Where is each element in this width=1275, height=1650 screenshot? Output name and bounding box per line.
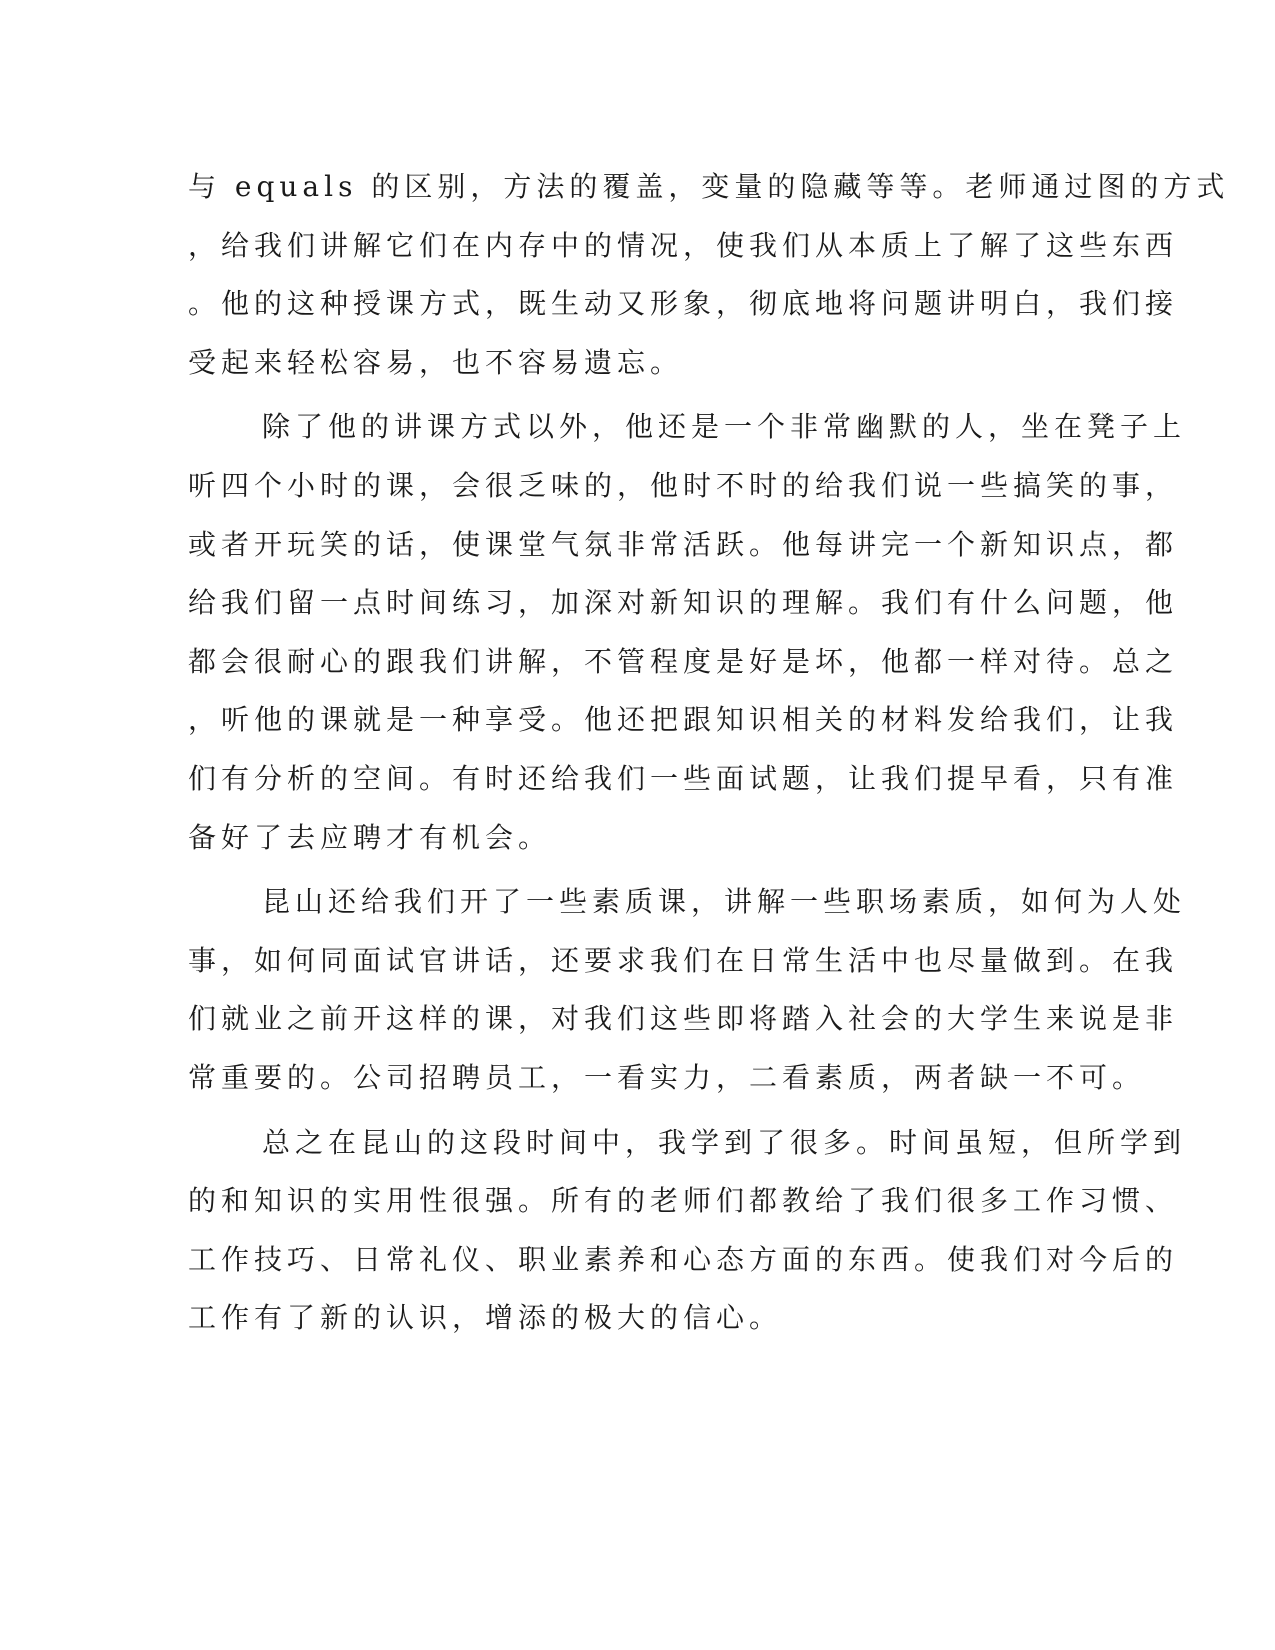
text-line: 受起来轻松容易，也不容易遗忘。 (188, 345, 684, 379)
text-line: 或者开玩笑的话，使课堂气氛非常活跃。他每讲完一个新知识点，都 (188, 527, 1179, 561)
paragraph-2 (188, 398, 1187, 867)
text-line: 总之在昆山的这段时间中，我学到了很多。时间虽短，但所学到 (262, 1125, 1187, 1159)
text-line: 。他的这种授课方式，既生动又形象，彻底地将问题讲明白，我们接 (188, 287, 1179, 321)
text-line: 给我们留一点时间练习，加深对新知识的理解。我们有什么问题，他 (188, 586, 1179, 620)
text-line: ，听他的课就是一种享受。他还把跟知识相关的材料发给我们，让我 (188, 703, 1179, 737)
text-line: 的和知识的实用性很强。所有的老师们都教给了我们很多工作习惯、 (188, 1184, 1179, 1218)
text-line: 常重要的。公司招聘员工，一看实力，二看素质，两者缺一不可。 (188, 1060, 1146, 1094)
text-line: 昆山还给我们开了一些素质课，讲解一些职场素质，如何为人处 (262, 885, 1187, 919)
paragraph-1 (188, 158, 1230, 392)
text-line: 都会很耐心的跟我们讲解，不管程度是好是坏，他都一样对待。总之 (188, 644, 1179, 678)
text-line: 备好了去应聘才有机会。 (188, 820, 552, 854)
text-line: 们就业之前开这样的课，对我们这些即将踏入社会的大学生来说是非 (188, 1002, 1179, 1036)
text-line: 工作技巧、日常礼仪、职业素养和心态方面的东西。使我们对今后的 (188, 1242, 1179, 1276)
paragraph-4 (188, 1114, 1187, 1348)
text-line: 工作有了新的认识，增添的极大的信心。 (188, 1301, 783, 1335)
text-line: 们有分析的空间。有时还给我们一些面试题，让我们提早看，只有准 (188, 761, 1179, 795)
text-line: 事，如何同面试官讲话，还要求我们在日常生活中也尽量做到。在我 (188, 943, 1179, 977)
text-line: 除了他的讲课方式以外，他还是一个非常幽默的人，坐在凳子上 (262, 410, 1187, 444)
document-body (188, 158, 1230, 1348)
text-line: 与 equals 的区别，方法的覆盖，变量的隐藏等等。老师通过图的方式 (188, 170, 1230, 203)
text-line: 听四个小时的课，会很乏味的，他时不时的给我们说一些搞笑的事， (188, 468, 1179, 502)
text-line: ，给我们讲解它们在内存中的情况，使我们从本质上了解了这些东西 (188, 228, 1179, 262)
paragraph-3 (188, 873, 1187, 1107)
